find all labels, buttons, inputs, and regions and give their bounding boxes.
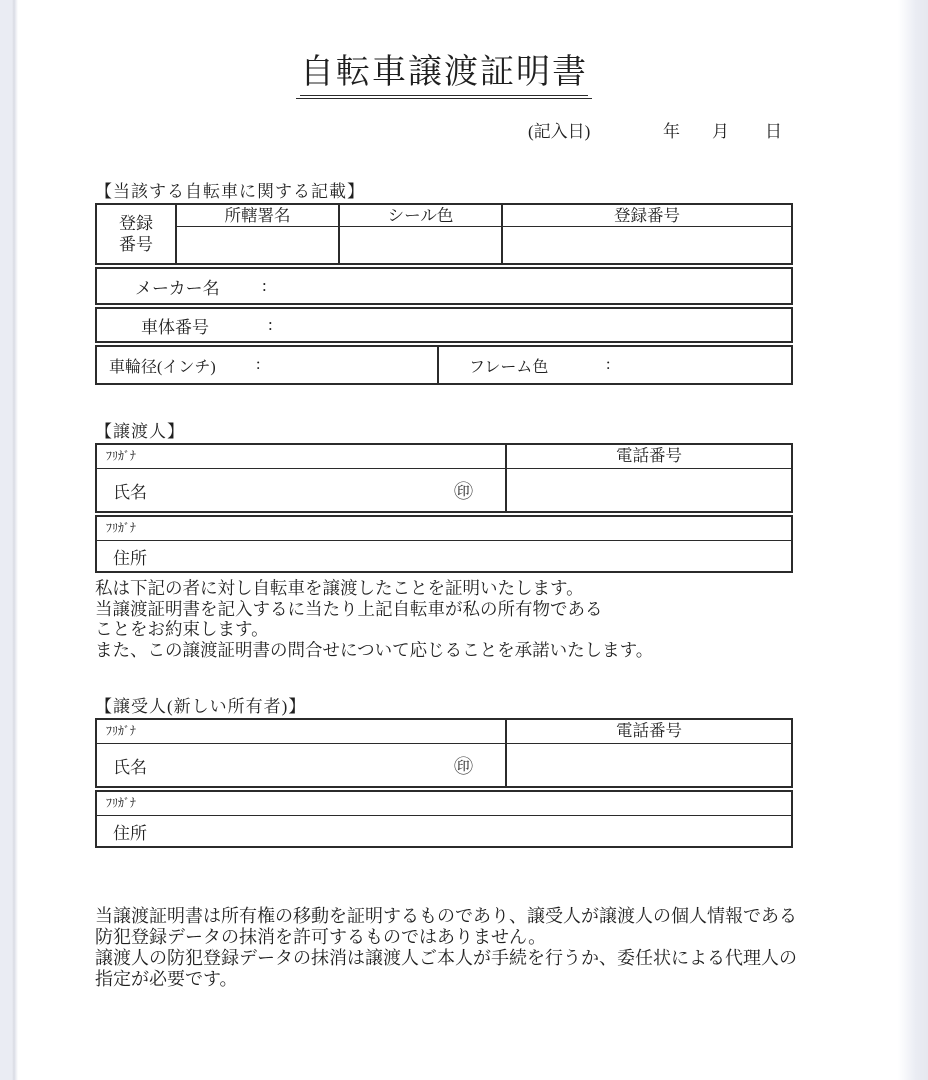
declaration-line-3: ことをお約束します。 bbox=[95, 619, 269, 639]
seal-color-column bbox=[340, 205, 503, 263]
frame-color-cell bbox=[439, 347, 791, 383]
declaration-line-2: 当譲渡証明書を記入するに当たり上記自転車が私の所有物である bbox=[95, 598, 603, 619]
seal-stamp-icon: ㊞ bbox=[453, 756, 473, 778]
bicycle-registration-block bbox=[95, 203, 793, 265]
registration-number-header: 登録番号 bbox=[503, 205, 791, 227]
transferee-phone-value-cell bbox=[507, 744, 791, 786]
frame-color-colon: : bbox=[606, 356, 611, 373]
footer-note-line-2: 防犯登録データの抹消を許可するものではありません。 bbox=[95, 927, 547, 947]
transferee-name-label: 氏名 bbox=[113, 757, 147, 777]
transferor-table bbox=[95, 443, 793, 573]
body-number-row bbox=[95, 307, 793, 343]
transferor-address-furigana-label: ﾌﾘｶﾞﾅ bbox=[97, 517, 791, 541]
title-row bbox=[95, 44, 793, 99]
registration-number-column bbox=[503, 205, 791, 263]
transferor-phone-column bbox=[507, 445, 791, 511]
bicycle-table bbox=[95, 203, 793, 385]
wheel-diameter-colon: : bbox=[256, 356, 261, 373]
transferor-phone-value-cell bbox=[507, 469, 791, 511]
footer-note-line-3: 譲渡人の防犯登録データの抹消は譲渡人ご本人が手続を行うか、委任状による代理人の bbox=[95, 948, 797, 968]
declaration-line-4: また、この譲渡証明書の問合せについて応じることを承諾いたします。 bbox=[95, 639, 654, 660]
entry-date-line bbox=[95, 117, 793, 141]
transferee-address-cell bbox=[97, 816, 791, 846]
frame-color-label: フレーム色 bbox=[469, 358, 549, 376]
seal-stamp-icon: ㊞ bbox=[453, 481, 473, 503]
transferee-address-block bbox=[95, 790, 793, 848]
day-label: 日 bbox=[765, 122, 782, 141]
registration-number-side-cell bbox=[97, 205, 177, 263]
transferor-name-phone-block bbox=[95, 443, 793, 513]
transferor-address-label: 住所 bbox=[113, 548, 147, 568]
footer-note-line-4: 指定が必要です。 bbox=[95, 969, 238, 989]
entry-date-label: (記入日) bbox=[528, 122, 591, 141]
transferee-table bbox=[95, 718, 793, 848]
form-content bbox=[95, 0, 797, 990]
maker-label: メーカー名 bbox=[135, 278, 220, 298]
transferee-furigana-label: ﾌﾘｶﾞﾅ bbox=[97, 720, 505, 744]
wheel-diameter-label: 車輪径(インチ) bbox=[109, 358, 216, 376]
transferee-address-label: 住所 bbox=[113, 823, 147, 843]
footer-note bbox=[95, 906, 797, 990]
transferee-phone-header: 電話番号 bbox=[507, 720, 791, 744]
wheel-frame-row bbox=[95, 345, 793, 385]
transferee-phone-column bbox=[507, 720, 791, 786]
transferor-name-column bbox=[97, 445, 507, 511]
transferee-name-phone-block bbox=[95, 718, 793, 788]
transferor-section-heading: 【譲渡人】 bbox=[95, 422, 185, 441]
transferee-section-heading: 【譲受人(新しい所有者)】 bbox=[95, 697, 307, 716]
declaration-text bbox=[95, 578, 793, 660]
seal-color-header: シール色 bbox=[340, 205, 501, 227]
registration-number-value-cell bbox=[503, 227, 791, 263]
transferee-name-column bbox=[97, 720, 507, 786]
transferee-name-cell bbox=[97, 744, 505, 786]
transferor-address-block bbox=[95, 515, 793, 573]
month-label: 月 bbox=[712, 122, 729, 141]
station-column bbox=[177, 205, 340, 263]
transferor-name-label: 氏名 bbox=[113, 482, 147, 502]
maker-colon: : bbox=[262, 276, 267, 295]
body-number-label: 車体番号 bbox=[141, 317, 209, 337]
transferor-furigana-label: ﾌﾘｶﾞﾅ bbox=[97, 445, 505, 469]
title-underline bbox=[296, 44, 592, 99]
maker-row bbox=[95, 267, 793, 305]
transferor-address-cell bbox=[97, 541, 791, 571]
bicycle-section-heading: 【当該する自転車に関する記載】 bbox=[95, 182, 365, 201]
body-number-colon: : bbox=[268, 315, 273, 334]
station-value-cell bbox=[177, 227, 338, 263]
wheel-diameter-cell bbox=[97, 347, 439, 383]
page-title: 自転車譲渡証明書 bbox=[300, 44, 588, 96]
declaration-line-1: 私は下記の者に対し自転車を譲渡したことを証明いたします。 bbox=[95, 578, 584, 598]
registration-number-side-label: 登録番号 bbox=[119, 214, 153, 254]
footer-note-line-1: 当譲渡証明書は所有権の移動を証明するものであり、譲受人が譲渡人の個人情報である bbox=[95, 906, 797, 926]
transferee-address-furigana-label: ﾌﾘｶﾞﾅ bbox=[97, 792, 791, 816]
station-header: 所轄署名 bbox=[177, 205, 338, 227]
seal-color-value-cell bbox=[340, 227, 501, 263]
year-label: 年 bbox=[663, 122, 680, 141]
transferor-phone-header: 電話番号 bbox=[507, 445, 791, 469]
transferor-name-cell bbox=[97, 469, 505, 511]
